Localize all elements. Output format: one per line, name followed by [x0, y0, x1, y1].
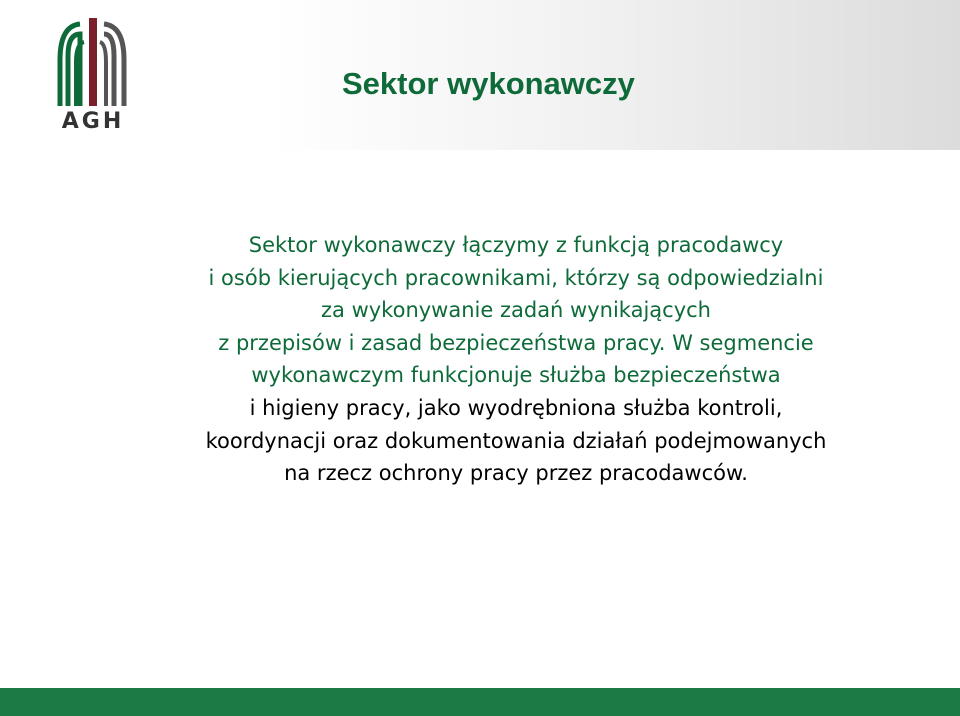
logo-text: AGH: [61, 109, 125, 134]
body-line: za wykonywanie zadań wynikających: [321, 298, 711, 323]
slide-title: Sektor wykonawczy: [342, 66, 635, 101]
body-line: i osób kierujących pracownikami, którzy są odpowiedzialni: [208, 265, 824, 290]
agh-logo: [56, 16, 130, 136]
body-line: na rzecz ochrony pracy przez pracodawców.: [284, 461, 748, 486]
body-line: i higieny pracy, jako wyodrębniona służba kontroli,: [249, 395, 783, 420]
body-line: Sektor wykonawczy łączymy z funkcją pracodawcy: [248, 233, 784, 257]
agh-logo-icon: [56, 16, 130, 108]
body-line: z przepisów i zasad bezpieczeństwa pracy. W segmencie: [218, 330, 814, 355]
body-line: wykonawczym funkcjonuje służba bezpieczeństwa: [251, 363, 781, 388]
footer-band: [0, 688, 960, 716]
slide-body: [60, 229, 960, 490]
body-line: koordynacji oraz dokumentowania działań podejmowanych: [205, 428, 827, 453]
